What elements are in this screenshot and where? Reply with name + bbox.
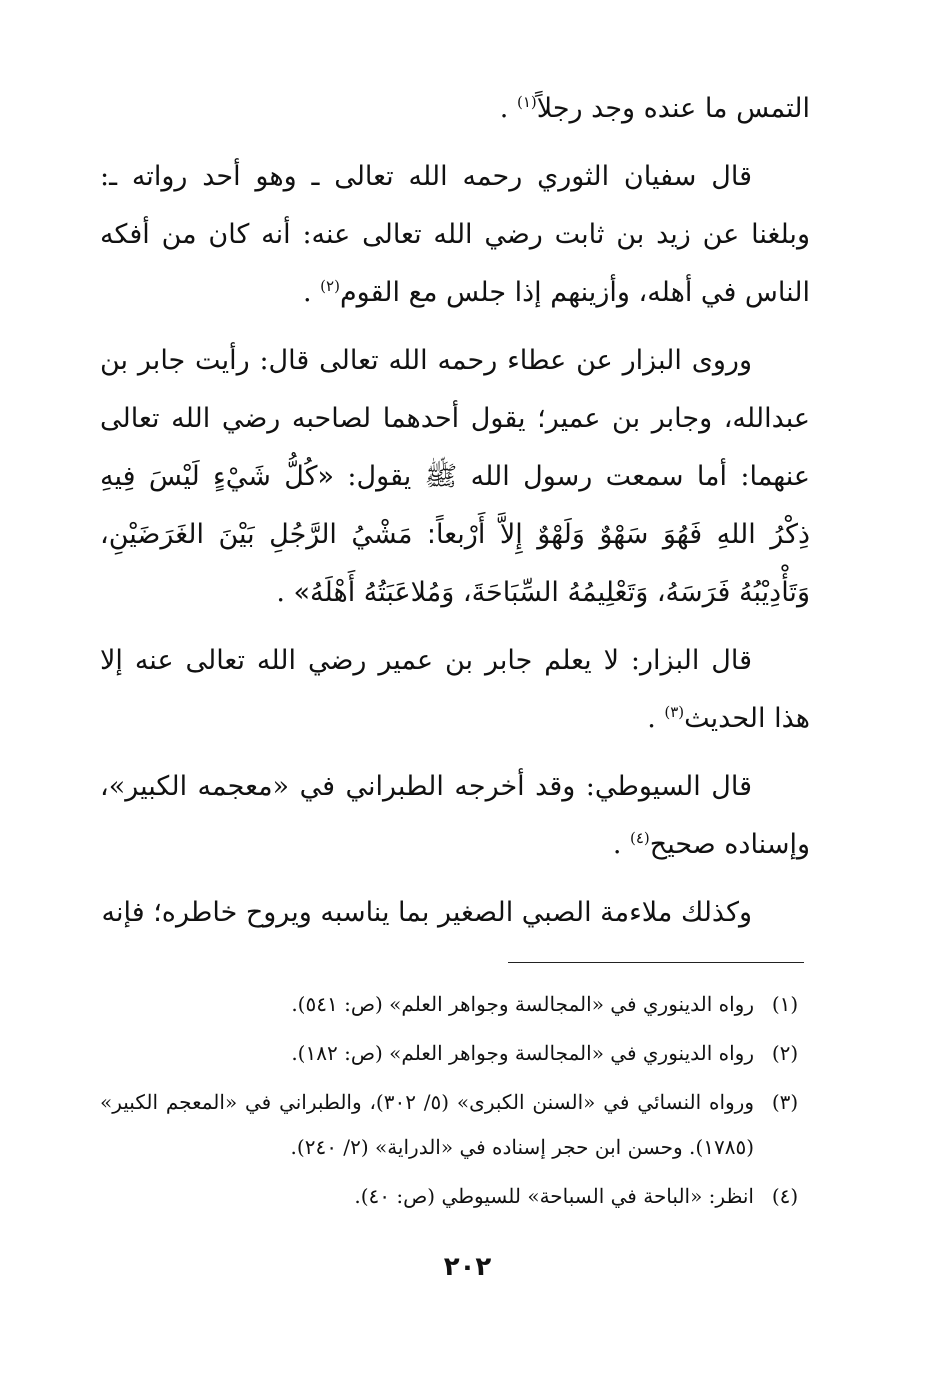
footnote-text: انظر: «الباحة في السباحة» للسيوطي (ص: ٤٠). [354,1184,754,1208]
footnote-number: (٣) [771,1090,799,1114]
footnote-ref-2: (٢) [320,277,340,295]
paragraph-4 [100,632,810,748]
footnote-3 [100,1080,810,1170]
paragraph-1-text: التمس ما عنده وجد رجلاً [536,93,810,124]
footnote-ref-1: (١) [516,93,537,111]
paragraph-2-end: . [303,277,321,308]
hadith-quote: «كُلُّ شَيْءٍ لَيْسَ فِيهِ ذِكْرُ اللهِ فَهُوَ سَهْوٌ وَلَهْوٌ إِلاَّ أَرْبعاً: مَشْيُ الرَّجُلِ بَيْنَ الغَرَضَيْنِ، وَتَأْدِيْبُهُ فَرَسَهُ، وَتَعْلِيمُهُ السِّبَاحَةَ، وَمُلاعَبَتُهُ أَهْلَهُ» [100,461,810,608]
paragraph-5-end: . [612,829,630,860]
paragraph-4-text: قال البزار: لا يعلم جابر بن عمير رضي الله تعالى عنه إلا هذا الحديث [100,645,810,734]
footnote-1 [100,982,810,1027]
footnote-number: (٢) [771,1041,799,1065]
footnote-text: ورواه النسائي في «السنن الكبرى» (٥/ ٣٠٢)، والطبراني في «المعجم الكبير» (١٧٨٥). وحسن ابن حجر إسناده في «الدراية» (٢/ ٢٤٠). [100,1090,754,1159]
footnotes [100,982,810,1223]
paragraph-1 [100,80,810,138]
footnote-ref-3: (٣) [664,703,685,721]
footnote-divider [508,962,804,963]
footnote-text: رواه الدينوري في «المجالسة وجواهر العلم» (ص: ١٨٢). [291,1041,754,1065]
paragraph-2-text: قال سفيان الثوري رحمه الله تعالى ـ وهو أحد رواته ـ: وبلغنا عن زيد بن ثابت رضي الله تعالى عنه: أنه كان من أفكه الناس في أهله، وأزينهم إذا جلس مع القوم [100,161,810,308]
footnote-2 [100,1031,810,1076]
main-text [100,80,810,952]
footnote-ref-4: (٤) [629,829,650,847]
footnote-4 [100,1174,810,1219]
paragraph-2 [100,148,810,322]
paragraph-3-intro: وروى البزار عن عطاء رحمه الله تعالى قال: رأيت جابر بن عبدالله، وجابر بن عمير؛ يقول أحدهما لصاحبه رضي الله تعالى عنهما: أما سمعت رسول الله ﷺ يقول: [100,345,811,492]
footnote-number: (٤) [771,1184,799,1208]
page-number: ٢٠٢ [443,1252,492,1282]
paragraph-6 [100,884,810,942]
paragraph-3-end: . [276,577,294,608]
paragraph-5-text: قال السيوطي: وقد أخرجه الطبراني في «معجمه الكبير»، وإسناده صحيح [100,771,810,860]
paragraph-4-end: . [647,703,665,734]
footnote-text: رواه الدينوري في «المجالسة وجواهر العلم» (ص: ٥٤١). [291,992,754,1016]
paragraph-6-text: وكذلك ملاءمة الصبي الصغير بما يناسبه ويروح خاطره؛ فإنه [101,897,752,928]
paragraph-1-end: . [499,93,517,124]
paragraph-5 [100,758,810,874]
footnote-number: (١) [771,992,799,1016]
paragraph-3 [100,332,810,622]
